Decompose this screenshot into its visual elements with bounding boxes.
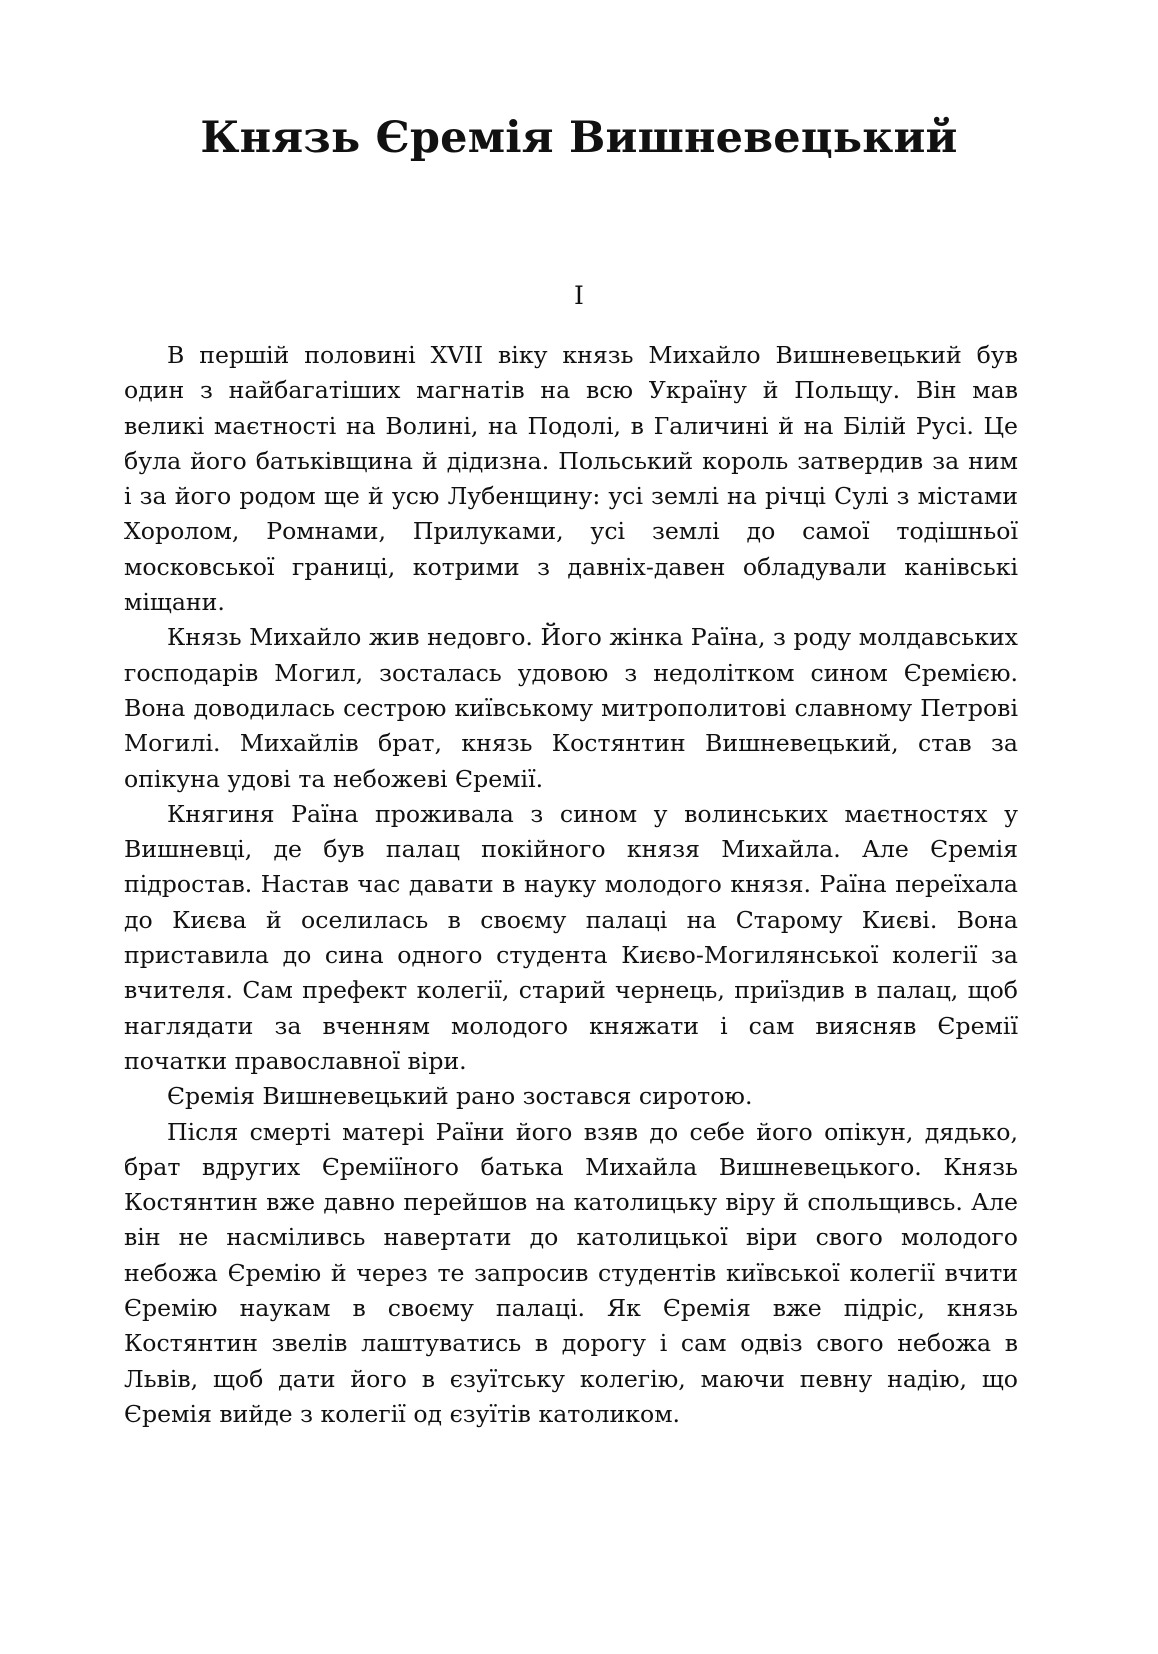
paragraph: Єремія Вишневецький рано зостався сиротою. [167,1082,753,1111]
body-text [124,338,1018,1432]
paragraph: Княгиня Раїна проживала з сином у волинських маєтностях у Вишневці, де був палац покійного князя Михайла. Але Єремія підростав. Настав час давати в науку молодого князя. Раїна переїхала до Києва й оселилась в своєму палаці на Старому Києві. Вона приставила до сина одного студента Києво-Могилянської колегії за вчителя. Сам префект колегії, старий чернець, приїздив в палац, щоб наглядати за вченням молодого княжати і сам виясняв Єремії початки православної віри. [124,799,1018,1075]
page-title: Князь Єремія Вишневецький [200,113,958,163]
paragraph: В першій половині XVII віку князь Михайло Вишневецький був один з найбагатіших магнатів на всю Україну й Польщу. Він мав великі маєтності на Волині, на Подолі, в Галичині й на Білій Русі. Це була його батьківщина й дідизна. Польський король затвердив за ним і за його родом ще й усю Лубенщину: усі землі на річці Сулі з містами Хоролом, Ромнами, Прилуками, усі землі до самої тодішньої московської границі, котрими з давніх-давен обладували канівські міщани. [124,341,1018,617]
paragraph: Після смерті матері Раїни його взяв до себе його опікун, дядько, брат вдругих Єреміїного батька Михайла Вишневецького. Князь Костянтин вже давно перейшов на католицьку віру й спольщивсь. Але він не насміливсь навертати до католицької віри свого молодого небожа Єремію й через те запросив студентів київської колегії вчити Єремію наукам в своєму палаці. Як Єремія вже підріс, князь Костянтин звелів лаштуватись в дорогу і сам одвіз свого небожа в Львів, щоб дати його в єзуїтську колегію, маючи певну надію, що Єремія вийде з колегії од єзуїтів католиком. [124,1117,1018,1428]
chapter-number: I [574,281,584,310]
paragraph: Князь Михайло жив недовго. Його жінка Раїна, з роду молдавських господарів Могил, зосталась удовою з недолітком сином Єремією. Вона доводилась сестрою київському митрополитові славному Петрові Могилі. Михайлів брат, князь Костянтин Вишневецький, став за опікуна удові та небожеві Єремії. [124,623,1018,793]
